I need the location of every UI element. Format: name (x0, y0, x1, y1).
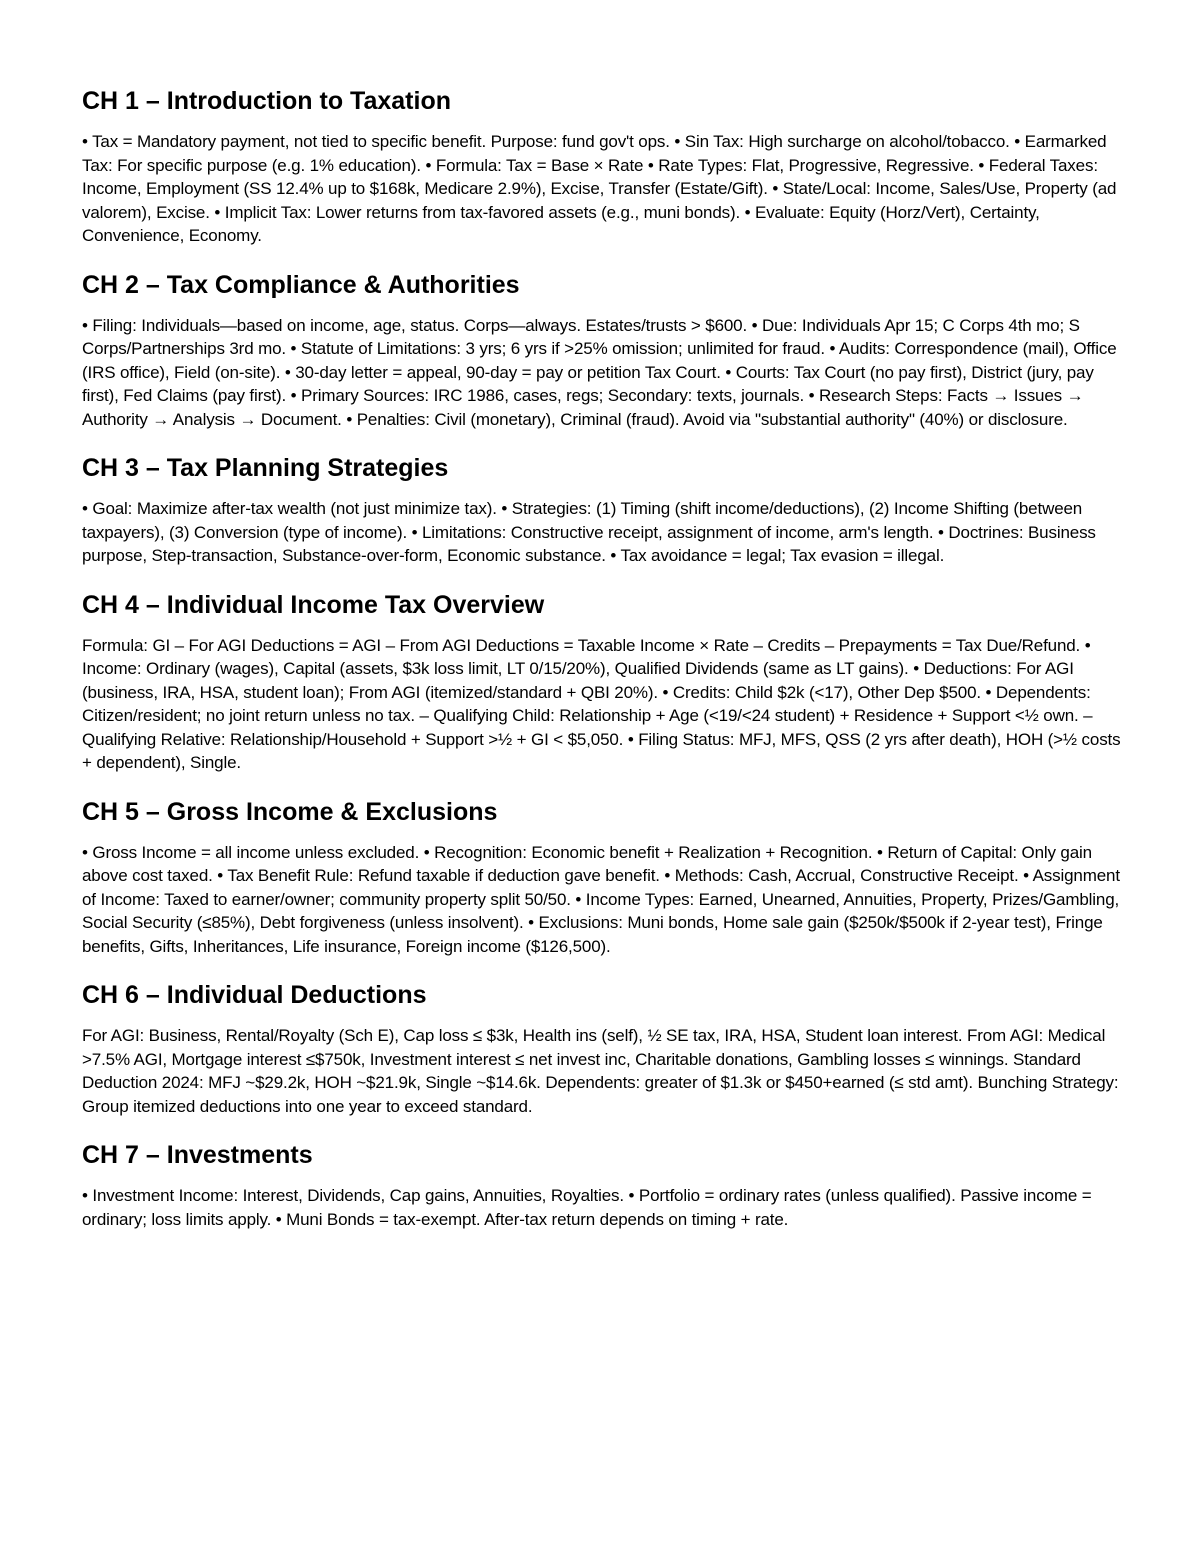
chapter-7-title: CH 7 – Investments (82, 1141, 313, 1169)
chapter-3 (82, 451, 1122, 568)
chapter-6 (82, 978, 1122, 1118)
chapter-5-title: CH 5 – Gross Income & Exclusions (82, 797, 498, 826)
chapter-4 (82, 588, 1122, 775)
chapter-7-body: • Investment Income: Interest, Dividends, Cap gains, Annuities, Royalties. • Portfolio = ordinary rates (unless qualified). Passive income = ordinary; loss limits apply. • Muni Bonds = tax-exempt. After-tax return depends on timing + rate. (82, 1186, 1092, 1229)
chapter-6-title: CH 6 – Individual Deductions (82, 981, 427, 1009)
chapter-1-title: CH 1 – Introduction to Taxation (82, 87, 451, 115)
chapter-4-body: Formula: GI – For AGI Deductions = AGI – From AGI Deductions = Taxable Income × Rate – Credits – Prepayments = Tax Due/Refund. • Income: Ordinary (wages), Capital (assets, $3k loss limit, LT 0/15/20%), Qualified Dividends (same as LT gains). • Deductions: For AGI (business, IRA, HSA, student loan); From AGI (itemized/standard + QBI 20%). • Credits: Child $2k (<17), Other Dep $500. • Dependents: Citizen/resident; no joint return unless no tax. – Qualifying Child: Relationship + Age (<19/<24 student) + Residence + Support <½ own. – Qualifying Relative: Relationship/Household + Support >½ + GI < $5,050. • Filing Status: MFJ, MFS, QSS (2 yrs after death), HOH (>½ costs + dependent), Single. (82, 635, 1121, 772)
chapter-5 (82, 795, 1122, 959)
chapter-3-body: • Goal: Maximize after-tax wealth (not just minimize tax). • Strategies: (1) Timing (shift income/deductions), (2) Income Shifting (between taxpayers), (3) Conversion (type of income). • Limitations: Constructive receipt, assignment of income, arm's length. • Doctrines: Business purpose, Step-transaction, Substance-over-form, Economic substance. • Tax avoidance = legal; Tax evasion = illegal. (82, 499, 1096, 565)
chapter-2-title: CH 2 – Tax Compliance & Authorities (82, 270, 520, 299)
chapter-2-body: • Filing: Individuals—based on income, age, status. Corps—always. Estates/trusts > $600. • Due: Individuals Apr 15; C Corps 4th mo; S Corps/Partnerships 3rd mo. • Statute of Limitations: 3 yrs; 6 yrs if >25% omission; unlimited for fraud. • Audits: Correspondence (mail), Office (IRS office), Field (on-site). • 30-day letter = appeal, 90-day = pay or petition Tax Court. • Courts: Tax Court (no pay first), District (jury, pay first), Fed Claims (pay first). • Primary Sources: IRC 1986, cases, regs; Secondary: texts, journals. • Research Steps: Facts → Issues → Authority → Analysis → Document. • Penalties: Civil (monetary), Criminal (fraud). Avoid via "substantial authority" (40%) or disclosure. (82, 315, 1117, 429)
document-page (82, 84, 1122, 1251)
chapter-3-title: CH 3 – Tax Planning Strategies (82, 454, 449, 482)
chapter-1-body: • Tax = Mandatory payment, not tied to specific benefit. Purpose: fund gov't ops. • Sin Tax: High surcharge on alcohol/tobacco. • Earmarked Tax: For specific purpose (e.g. 1% education). • Formula: Tax = Base × Rate • Rate Types: Flat, Progressive, Regressive. • Federal Taxes: Income, Employment (SS 12.4% up to $168k, Medicare 2.9%), Excise, Transfer (Estate/Gift). • State/Local: Income, Sales/Use, Property (ad valorem), Excise. • Implicit Tax: Lower returns from tax-favored assets (e.g., muni bonds). • Evaluate: Equity (Horz/Vert), Certainty, Convenience, Economy. (82, 132, 1117, 245)
chapter-2 (82, 268, 1122, 432)
chapter-4-title: CH 4 – Individual Income Tax Overview (82, 590, 545, 619)
chapter-5-body: • Gross Income = all income unless excluded. • Recognition: Economic benefit + Realization + Recognition. • Return of Capital: Only gain above cost taxed. • Tax Benefit Rule: Refund taxable if deduction gave benefit. • Methods: Cash, Accrual, Constructive Receipt. • Assignment of Income: Taxed to earner/owner; community property split 50/50. • Income Types: Earned, Unearned, Annuities, Property, Prizes/Gambling, Social Security (≤85%), Debt forgiveness (unless insolvent). • Exclusions: Muni bonds, Home sale gain ($250k/$500k if 2-year test), Fringe benefits, Gifts, Inheritances, Life insurance, Foreign income ($126,500). (82, 842, 1120, 956)
chapter-7 (82, 1138, 1122, 1231)
chapter-6-body: For AGI: Business, Rental/Royalty (Sch E), Cap loss ≤ $3k, Health ins (self), ½ SE tax, IRA, HSA, Student loan interest. From AGI: Medical >7.5% AGI, Mortgage interest ≤$750k, Investment interest ≤ net invest inc, Charitable donations, Gambling losses ≤ winnings. Standard Deduction 2024: MFJ ~$29.2k, HOH ~$21.9k, Single ~$14.6k. Dependents: greater of $1.3k or $450+earned (≤ std amt). Bunching Strategy: Group itemized deductions into one year to exceed standard. (82, 1026, 1119, 1116)
chapter-1 (82, 84, 1122, 248)
